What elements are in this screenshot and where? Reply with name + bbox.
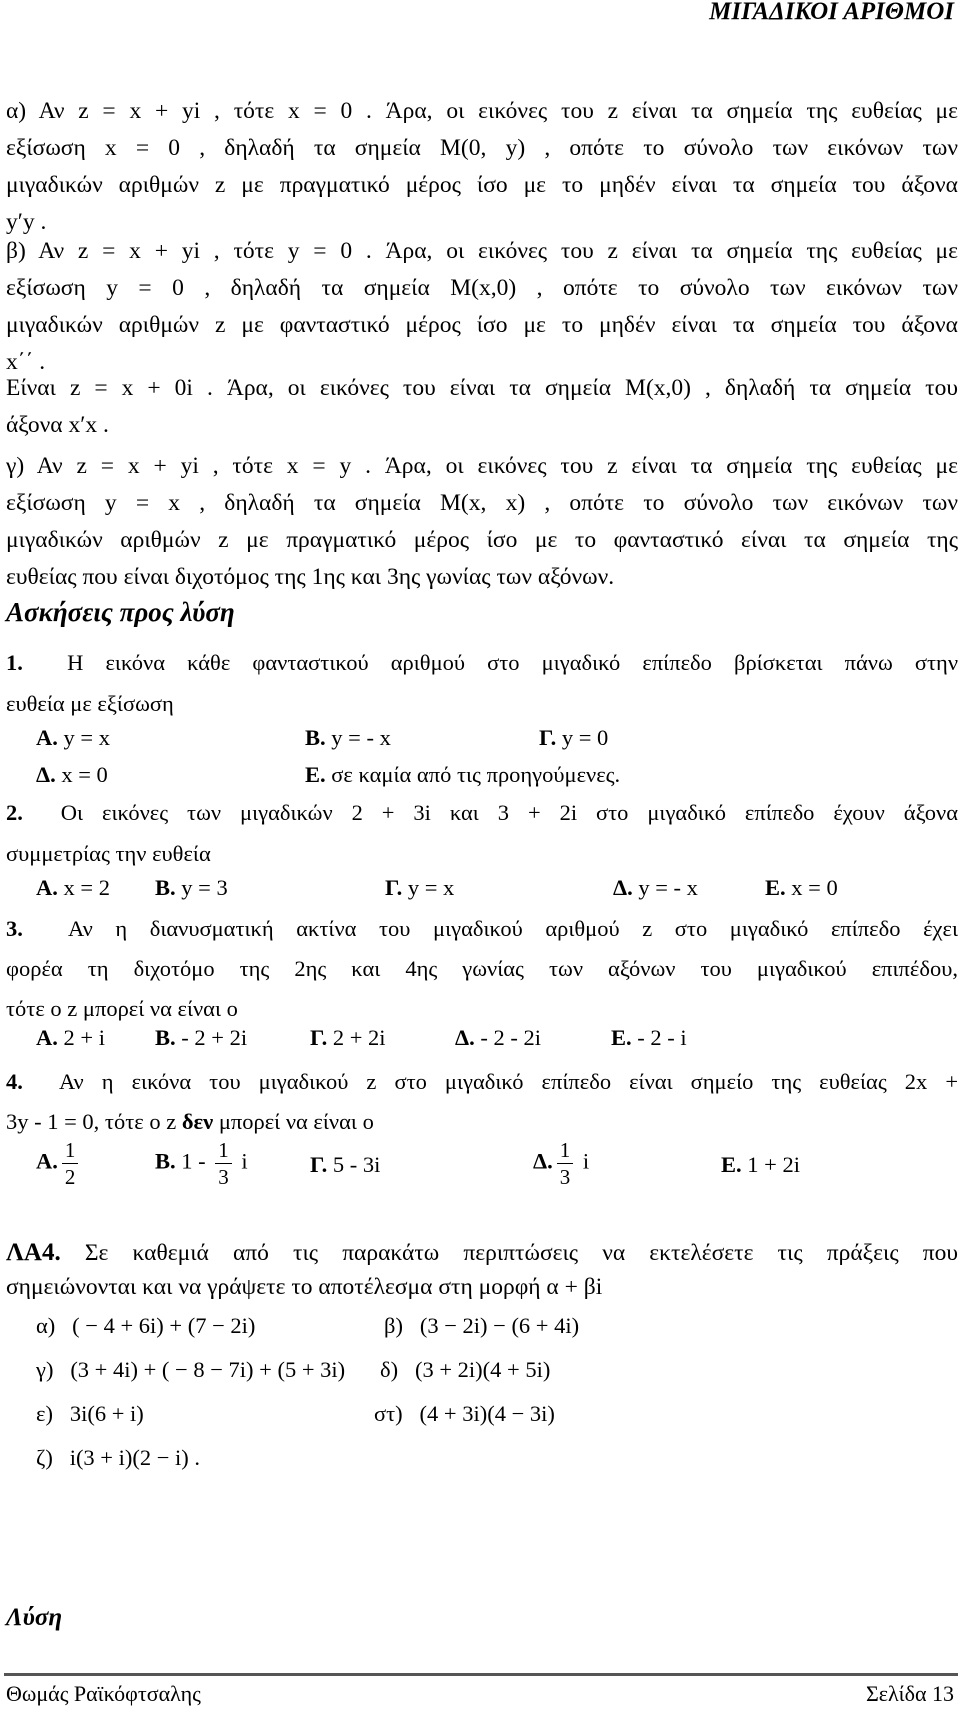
text-line: μιγαδικών αριθμών z με φανταστικό μέρος ίσο με το μηδέν είναι τα σημεία του άξονα <box>6 312 958 338</box>
option-c: Γ. y = x <box>385 875 455 900</box>
question-text: Αν η εικόνα του μιγαδικού z στο μιγαδικό επίπεδο είναι σημείο της ευθείας 2x + <box>58 1069 958 1094</box>
option-b: Β. y = - x <box>305 725 391 750</box>
text-line: γ) Αν z = x + yi , τότε x = y . Άρα, οι εικόνες του z είναι τα σημεία της ευθείας με <box>6 453 958 479</box>
footer-divider <box>4 1673 958 1676</box>
text-line: μιγαδικών αριθμών z με πραγματικό μέρος ίσο με το φανταστικό είναι τα σημεία της <box>6 527 958 553</box>
option-d: Δ. y = - x <box>613 875 698 900</box>
option-b: Β. - 2 + 2i <box>155 1025 248 1050</box>
text-line: ΛΑ4. Σε καθεμιά από τις παρακάτω περιπτώσεις να εκτελέσετε τις πράξεις που <box>6 1239 958 1266</box>
emphasis-dev: δεν <box>181 1109 214 1134</box>
text-line: ευθείας που είναι διχοτόμος της 1ης και 3ης γωνίας των αξόνων. <box>6 564 615 590</box>
option-b: Β. y = 3 <box>155 875 228 900</box>
text-line: εξίσωση x = 0 , δηλαδή τα σημεία M(0, y) , οπότε το σύνολο των εικόνων των <box>6 135 958 161</box>
text-line: Είναι z = x + 0i . Άρα, οι εικόνες του είναι τα σημεία M(x,0) , δηλαδή τα σημεία του <box>6 375 958 401</box>
la4-label: ΛΑ4. <box>6 1239 61 1266</box>
question-text-line <box>6 645 958 680</box>
question-number: 2. <box>6 800 23 825</box>
fraction: $\frac{1}{3}$ <box>215 1137 232 1190</box>
option-d: Δ. - 2 - 2i <box>455 1025 541 1050</box>
question-4 <box>6 1062 958 1142</box>
question-text-line: ευθεία με εξίσωση <box>6 691 174 716</box>
question-text-line: συμμετρίας την ευθεία <box>6 841 211 866</box>
option-b: Β. 1 - $\frac{1}{3}$ i <box>155 1138 248 1189</box>
question-text-line <box>6 909 958 949</box>
exercise-item: ε) 3i(6 + i) <box>36 1401 144 1426</box>
solution-heading: Λύση <box>6 1604 63 1631</box>
option-e: Ε. - 2 - i <box>611 1025 687 1050</box>
text-line: x΄΄ . <box>6 349 46 375</box>
text-line: α) Αν z = x + yi , τότε x = 0 . Άρα, οι εικόνες του z είναι τα σημεία της ευθείας με <box>6 98 958 124</box>
paragraph-gamma <box>6 448 958 596</box>
option-e: Ε. 1 + 2i <box>721 1152 800 1177</box>
option-a: Α. $\frac{1}{2}$ <box>36 1137 82 1190</box>
exercise-item: γ) (3 + 4i) + ( − 8 − 7i) + (5 + 3i) <box>36 1357 346 1382</box>
option-c: Γ. y = 0 <box>539 725 609 750</box>
question-text-line: φορέα τη διχοτόμο της 2ης και 4ης γωνίας των αξόνων του μιγαδικού επιπέδου, <box>6 956 958 981</box>
option-d: Δ. x = 0 <box>36 762 108 787</box>
paragraph-einai <box>6 370 958 444</box>
option-c: Γ. 2 + 2i <box>310 1025 386 1050</box>
fraction: $\frac{1}{3}$ <box>557 1137 574 1190</box>
question-number: 1. <box>6 650 23 675</box>
text-line: εξίσωση y = 0 , δηλαδή τα σημεία M(x,0) , οπότε το σύνολο των εικόνων των <box>6 275 958 301</box>
option-e: Ε. σε καμία από τις προηγούμενες. <box>305 762 621 787</box>
option-a: Α. 2 + i <box>36 1025 105 1050</box>
question-text: Οι εικόνες των μιγαδικών 2 + 3i και 3 + 2i στο μιγαδικό επίπεδο έχουν άξονα <box>60 800 958 825</box>
text-line: σημειώνονται και να γράψετε το αποτέλεσμα στη μορφή α + βi <box>6 1274 603 1300</box>
text-line: y′y . <box>6 209 47 235</box>
text-line: εξίσωση y = x , δηλαδή τα σημεία M(x, x) , οπότε το σύνολο των εικόνων των <box>6 490 958 516</box>
option-a: Α. x = 2 <box>36 875 110 900</box>
footer-author: Θωμάς Ραϊκόφτσαλης <box>6 1681 201 1706</box>
question-number: 4. <box>6 1069 23 1094</box>
option-a: Α. y = x <box>36 725 110 750</box>
header-title: ΜΙΓΑΔΙΚΟΙ ΑΡΙΘΜΟΙ <box>709 0 954 25</box>
text-line: μιγαδικών αριθμών z με πραγματικό μέρος ίσο με το μηδέν είναι τα σημεία του άξονα <box>6 172 958 198</box>
question-number: 3. <box>6 916 23 941</box>
question-text-line: τότε ο z μπορεί να είναι ο <box>6 996 238 1021</box>
option-e: Ε. x = 0 <box>765 875 838 900</box>
fraction: $\frac{1}{2}$ <box>62 1137 79 1190</box>
option-c: Γ. 5 - 3i <box>310 1152 381 1177</box>
exercise-item: β) (3 − 2i) − (6 + 4i) <box>384 1313 580 1338</box>
question-text: Η εικόνα κάθε φανταστικού αριθμού στο μιγαδικό επίπεδο βρίσκεται πάνω στην <box>67 650 958 675</box>
question-text-line <box>6 1062 958 1102</box>
text-line: άξονα x′x . <box>6 412 109 438</box>
paragraph-alpha <box>6 93 958 241</box>
exercise-item: α) ( − 4 + 6i) + (7 − 2i) <box>36 1313 256 1338</box>
question-text: Αν η διανυσματική ακτίνα του μιγαδικού αριθμού z στο μιγαδικό επίπεδο έχει <box>68 916 958 941</box>
question-text-line: 3y - 1 = 0, τότε ο z δεν μπορεί να είναι ο <box>6 1109 374 1134</box>
exercise-item: ζ) i(3 + i)(2 − i) . <box>36 1445 201 1470</box>
question-text-line <box>6 795 958 830</box>
footer-page-number: Σελίδα 13 <box>865 1681 954 1706</box>
exercise-item: δ) (3 + 2i)(4 + 5i) <box>380 1357 551 1382</box>
text-line: β) Αν z = x + yi , τότε y = 0 . Άρα, οι εικόνες του z είναι τα σημεία της ευθείας με <box>6 238 958 264</box>
option-d: Δ. $\frac{1}{3}$ i <box>533 1138 590 1189</box>
question-3 <box>6 909 958 1029</box>
question-2 <box>6 795 958 871</box>
la4-intro <box>6 1236 958 1304</box>
paragraph-beta <box>6 233 958 381</box>
exercises-heading: Ασκήσεις προς λύση <box>6 597 235 627</box>
question-1 <box>6 645 958 721</box>
exercise-item: στ) (4 + 3i)(4 − 3i) <box>374 1401 555 1426</box>
